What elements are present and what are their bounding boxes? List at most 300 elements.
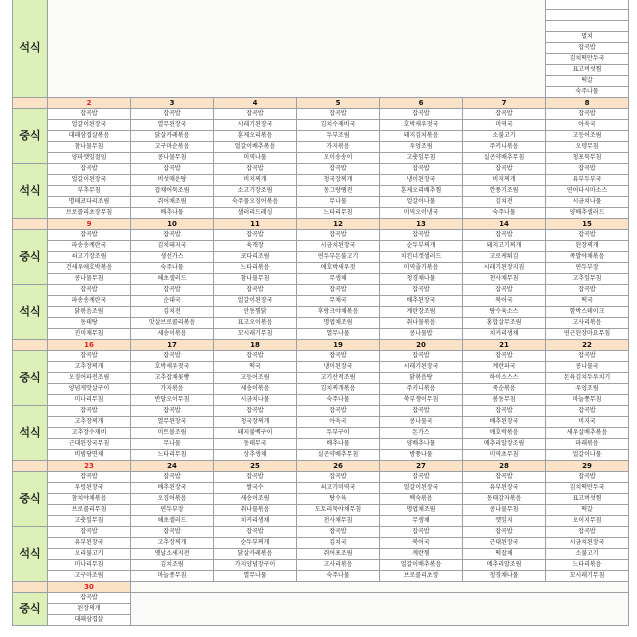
menu-item: 숙주물오징어볶음	[214, 197, 297, 208]
menu-item: 계란찜	[380, 549, 463, 560]
menu-item: 무나물	[131, 439, 214, 450]
menu-item: 잡곡밥	[48, 351, 131, 362]
meal-label-dinner: 석식	[13, 0, 48, 98]
table-row	[13, 318, 629, 329]
menu-item: 고기산적조림	[297, 373, 380, 384]
date-cell: 16	[48, 340, 131, 351]
menu-item: 파래볶음	[546, 439, 629, 450]
menu-item: 세송이볶음	[131, 329, 214, 340]
menu-item: 연근된장마요무침	[546, 329, 629, 340]
menu-item: 파송송계란국	[48, 241, 131, 252]
table-row	[13, 142, 629, 153]
menu-item: 쑥부쟁이무침	[380, 395, 463, 406]
menu-item: 미역초무침	[463, 450, 546, 461]
date-cell: 26	[297, 461, 380, 472]
menu-item: 잡곡밥	[131, 406, 214, 417]
menu-item: 표고버섯찜	[546, 65, 629, 76]
menu-item: 우렁된장국	[48, 483, 131, 494]
menu-item: 잡곡밥	[48, 472, 131, 483]
menu-item: 표고오이볶음	[214, 318, 297, 329]
menu-item: 닭살카레볶음	[214, 549, 297, 560]
meal-label-dinner: 석식	[13, 285, 48, 340]
date-cell: 18	[214, 340, 297, 351]
menu-item: 떡갈	[546, 505, 629, 516]
menu-item: 애호박볶음	[463, 428, 546, 439]
menu-item: 열무된장국	[131, 120, 214, 131]
menu-item: 숙주나물	[463, 208, 546, 219]
menu-item: 잡곡밥	[131, 527, 214, 538]
menu-item: 고등어조림	[214, 373, 297, 384]
menu-item: 고춧잎무침	[48, 516, 131, 527]
menu-item: 소불고기	[463, 131, 546, 142]
table-row	[13, 494, 629, 505]
menu-item: 잡곡밥	[546, 406, 629, 417]
menu-item: 잡곡밥	[463, 527, 546, 538]
menu-item: 돼지김치볶음	[380, 131, 463, 142]
menu-item: 동태감자볶음	[463, 494, 546, 505]
menu-item: 유부두부국	[546, 175, 629, 186]
date-label-blank	[13, 340, 48, 351]
menu-item: 얼갈이배추볶음	[380, 560, 463, 571]
menu-item: 콩나물국	[546, 362, 629, 373]
table-row	[13, 263, 629, 274]
menu-item: 잡곡밥	[546, 527, 629, 538]
menu-item: 고추장찌개	[48, 417, 131, 428]
menu-item: 열무된장국	[131, 417, 214, 428]
menu-item	[546, 0, 629, 10]
menu-item: 브로콜리무침	[48, 505, 131, 516]
menu-item: 방풍나물	[380, 450, 463, 461]
meal-label-lunch: 중식	[13, 109, 48, 164]
menu-item: 잡곡밥	[546, 472, 629, 483]
menu-item: 잡곡밥	[131, 285, 214, 296]
menu-item: 동그랑땡전	[297, 186, 380, 197]
menu-item: 잡곡밥	[546, 43, 629, 54]
date-cell: 11	[214, 219, 297, 230]
menu-item: 느타리볶음	[546, 560, 629, 571]
menu-item: 고추잡채꽃빵	[131, 373, 214, 384]
menu-item	[546, 10, 629, 21]
menu-item: 잡곡밥	[214, 230, 297, 241]
menu-item: 콩나물무침	[131, 153, 214, 164]
menu-item: 진미채무침	[48, 329, 131, 340]
menu-item: 대패삼겹살볶음	[48, 131, 131, 142]
menu-item: 쌀국수	[214, 483, 297, 494]
menu-item: 된장찌개	[48, 604, 131, 615]
menu-item: 안동찜닭	[214, 307, 297, 318]
menu-item: 잡곡밥	[48, 593, 131, 604]
date-cell: 12	[297, 219, 380, 230]
menu-item: 돈가스	[380, 428, 463, 439]
menu-item: 잡곡밥	[380, 406, 463, 417]
menu-item: 새송이조림	[214, 494, 297, 505]
menu-item: 잡채어묵조림	[131, 186, 214, 197]
menu-item: 김치떡만두국	[546, 483, 629, 494]
menu-item: 순두부찌개	[214, 538, 297, 549]
menu-item: 두부조림	[297, 131, 380, 142]
menu-item: 배추된장국	[463, 417, 546, 428]
menu-item: 숙주나물	[546, 87, 629, 98]
menu-item: 세송이볶음	[214, 384, 297, 395]
menu-item: 가지양념장구이	[214, 560, 297, 571]
menu-item: 잡곡밥	[380, 351, 463, 362]
menu-item: 잡곡밥	[380, 230, 463, 241]
menu-item: 오뎅무침	[546, 142, 629, 153]
table-row	[13, 175, 629, 186]
meal-label-dinner: 석식	[13, 406, 48, 461]
menu-item: 청국장찌개	[214, 417, 297, 428]
menu-item: 미나리무침	[48, 560, 131, 571]
date-cell: 27	[380, 461, 463, 472]
menu-item: 오리불고기	[48, 549, 131, 560]
table-row	[13, 230, 629, 241]
menu-item: 시래기된장지짐	[463, 263, 546, 274]
menu-item: 잡곡밥	[131, 164, 214, 175]
menu-item: 참나물무침	[48, 142, 131, 153]
menu-item: 시래기된장국	[380, 362, 463, 373]
menu-item: 잡곡밥	[214, 406, 297, 417]
table-row	[13, 307, 629, 318]
menu-item: 콩나물국	[380, 417, 463, 428]
menu-item: 가지볶음	[131, 384, 214, 395]
menu-item: 잡곡밥	[48, 109, 131, 120]
menu-item: 잡곡밥	[546, 230, 629, 241]
date-cell: 29	[546, 461, 629, 472]
menu-item: 연어다시마소스	[546, 186, 629, 197]
menu-item: 잡곡밥	[214, 527, 297, 538]
menu-item: 백숙볶음	[380, 494, 463, 505]
table-row	[13, 505, 629, 516]
menu-item: 잡곡밥	[380, 527, 463, 538]
menu-item: 잡곡밥	[131, 351, 214, 362]
menu-item: 청포묵무침	[546, 153, 629, 164]
menu-item: 잡곡밥	[463, 164, 546, 175]
menu-item: 잡곡밥	[48, 406, 131, 417]
menu-item: 천사채무침	[297, 516, 380, 527]
menu-item: 잡곡밥	[546, 164, 629, 175]
table-row	[13, 450, 629, 461]
menu-item: 얼갈이된장국	[214, 296, 297, 307]
menu-item: 잡곡밥	[131, 109, 214, 120]
menu-item: 양파깻잎절임	[48, 153, 131, 164]
blank-cell	[131, 593, 629, 626]
menu-item: 잡곡밥	[463, 351, 546, 362]
menu-item: 부추무침	[48, 186, 131, 197]
blank-cell	[48, 0, 546, 98]
menu-item: 미역국	[463, 120, 546, 131]
menu-item: 김치찌개볶음	[297, 384, 380, 395]
blank-cell	[131, 582, 629, 593]
menu-item: 북어국	[380, 538, 463, 549]
table-row	[13, 395, 629, 406]
menu-item: 순대국	[131, 296, 214, 307]
menu-item: 취나물볶음	[380, 318, 463, 329]
menu-item: 계란파국	[463, 362, 546, 373]
menu-item: 소불고기	[546, 549, 629, 560]
table-row	[13, 285, 629, 296]
date-cell: 25	[214, 461, 297, 472]
menu-item: 배추나물	[297, 439, 380, 450]
menu-item: 잡곡밥	[546, 351, 629, 362]
menu-item: 잡곡밥	[297, 527, 380, 538]
date-cell: 13	[380, 219, 463, 230]
menu-item: 시금치나물	[546, 197, 629, 208]
menu-item: 숙주나물	[131, 263, 214, 274]
menu-item: 옛날소세지전	[131, 549, 214, 560]
date-label-blank	[13, 461, 48, 472]
menu-item: 잡곡밥	[214, 109, 297, 120]
menu-item: 우엉조림	[380, 142, 463, 153]
menu-item: 꼬시래기무침	[214, 329, 297, 340]
menu-item: 해초샐러드	[131, 274, 214, 285]
date-cell: 21	[463, 340, 546, 351]
menu-item: 시래기된장국	[214, 120, 297, 131]
menu-item: 고추장수재비	[48, 428, 131, 439]
menu-item: 참나물무침	[214, 274, 297, 285]
menu-item: 잡곡밥	[463, 109, 546, 120]
menu-item: 아욱국	[546, 120, 629, 131]
menu-item: 가지볶음	[297, 142, 380, 153]
menu-item: 봄동무침	[463, 395, 546, 406]
meal-label-lunch: 중식	[13, 593, 48, 626]
date-cell: 4	[214, 98, 297, 109]
menu-item: 비빔당면채	[48, 450, 131, 461]
menu-item: 맛살브로콜리볶음	[131, 318, 214, 329]
menu-item: 함박스테이크	[546, 307, 629, 318]
menu-item: 잡곡밥	[463, 285, 546, 296]
menu-item: 무생채	[380, 516, 463, 527]
date-label-blank	[13, 219, 48, 230]
menu-item: 고추잎무침	[546, 274, 629, 285]
date-cell: 24	[131, 461, 214, 472]
menu-item: 숙주나물	[297, 395, 380, 406]
menu-item: 잡곡밥	[463, 472, 546, 483]
menu-item: 주키니볶음	[463, 142, 546, 153]
menu-item: 콩나물무침	[48, 274, 131, 285]
menu-item: 잡곡밥	[546, 109, 629, 120]
date-cell: 8	[546, 98, 629, 109]
menu-item: 후랑크야채볶음	[297, 307, 380, 318]
menu-item: 잡곡밥	[297, 109, 380, 120]
menu-item: 고추장찌개	[48, 362, 131, 373]
menu-item: 잡곡밥	[131, 472, 214, 483]
menu-item: 김치떡만두국	[546, 54, 629, 65]
menu-item: 느타리무침	[297, 208, 380, 219]
menu-item: 근대된장국	[463, 538, 546, 549]
table-row	[13, 274, 629, 285]
menu-item: 브로콜리초장	[380, 571, 463, 582]
menu-item: 미역나물	[214, 153, 297, 164]
menu-item: 닭볶음조림	[48, 307, 131, 318]
menu-item: 쇠고기미역국	[297, 483, 380, 494]
menu-item: 느타리볶음	[214, 263, 297, 274]
menu-item: 잡곡밥	[214, 164, 297, 175]
table-row	[13, 373, 629, 384]
menu-item: 얼갈이된장국	[48, 175, 131, 186]
menu-item: 청경채나물	[380, 274, 463, 285]
date-cell: 3	[131, 98, 214, 109]
menu-item: 김치전	[131, 307, 214, 318]
menu-item: 김치돼지국	[131, 241, 214, 252]
menu-item: 실곤약배추무침	[463, 153, 546, 164]
menu-item: 취나물볶음	[214, 505, 297, 516]
menu-item: 잡곡밥	[297, 164, 380, 175]
menu-item: 실곤약배추무침	[297, 450, 380, 461]
menu-item: 호박새우젓국	[131, 362, 214, 373]
date-header-row	[13, 461, 629, 472]
meal-label-lunch: 중식	[13, 230, 48, 285]
menu-item: 연두부돈불고기	[297, 252, 380, 263]
date-header-row	[13, 582, 629, 593]
menu-item: 된장찌개	[546, 241, 629, 252]
date-cell: 23	[48, 461, 131, 472]
date-cell: 19	[297, 340, 380, 351]
menu-item: 청국장찌개	[297, 175, 380, 186]
menu-item: 잡곡밥	[214, 472, 297, 483]
menu-item: 치킨너겟샐러드	[380, 252, 463, 263]
date-cell: 30	[48, 582, 131, 593]
table-row	[13, 406, 629, 417]
menu-item: 콩나물무침	[463, 505, 546, 516]
menu-item: 버섯매운탕	[131, 175, 214, 186]
menu-item: 잡곡밥	[48, 527, 131, 538]
meal-label-dinner: 석식	[13, 164, 48, 219]
menu-item: 돈육김치두루치기	[546, 373, 629, 384]
date-cell: 2	[48, 98, 131, 109]
date-cell: 7	[463, 98, 546, 109]
date-label-blank	[13, 98, 48, 109]
menu-item: 하이소스스	[463, 373, 546, 384]
menu-item: 김치수제비국	[297, 120, 380, 131]
menu-item: 잡곡밥	[297, 230, 380, 241]
date-cell: 28	[463, 461, 546, 472]
menu-item: 김치국	[297, 538, 380, 549]
meal-label-lunch: 중식	[13, 351, 48, 406]
menu-item: 참치야채볶음	[48, 494, 131, 505]
date-header-row	[13, 340, 629, 351]
menu-item: 명엽채조림	[297, 318, 380, 329]
menu-item: 쥐어포조림	[297, 549, 380, 560]
menu-item: 잡곡밥	[546, 285, 629, 296]
menu-item: 동태탕	[48, 318, 131, 329]
menu-item: 해초샐러드	[131, 516, 214, 527]
date-cell: 15	[546, 219, 629, 230]
menu-item: 비지찌개	[463, 175, 546, 186]
menu-item: 열무나물	[297, 329, 380, 340]
menu-item: 시금치된장국	[297, 241, 380, 252]
meal-label-lunch: 중식	[13, 472, 48, 527]
table-row	[13, 252, 629, 263]
table-row	[13, 120, 629, 131]
menu-item: 얼갈이나물	[546, 450, 629, 461]
menu-item: 천사채무침	[463, 274, 546, 285]
meal-table-body	[13, 0, 629, 626]
date-cell: 10	[131, 219, 214, 230]
menu-item: 쇠고기장조림	[48, 252, 131, 263]
menu-item: 무나물	[297, 197, 380, 208]
table-row	[13, 153, 629, 164]
menu-item: 배추나물	[131, 208, 214, 219]
menu-item: 죽순볶음	[463, 384, 546, 395]
menu-item: 얼갈이배추볶음	[214, 142, 297, 153]
menu-item: 생선가스	[131, 252, 214, 263]
table-row	[13, 164, 629, 175]
table-row	[13, 131, 629, 142]
table-row	[13, 241, 629, 252]
date-header-row	[13, 98, 629, 109]
table-row	[13, 0, 629, 10]
menu-item: 고구마순볶음	[131, 142, 214, 153]
table-row	[13, 384, 629, 395]
menu-item: 잡곡밥	[297, 406, 380, 417]
table-row	[13, 439, 629, 450]
menu-item: 잡곡밥	[48, 285, 131, 296]
date-cell: 14	[463, 219, 546, 230]
menu-item: 훈제오리볶음	[214, 131, 297, 142]
menu-item: 고로케튀김	[463, 252, 546, 263]
menu-item: 얼갈이나물	[380, 197, 463, 208]
menu-item: 무생채	[297, 274, 380, 285]
menu-item: 연두부장	[546, 263, 629, 274]
menu-item: 잡곡밥	[380, 109, 463, 120]
menu-item: 오징어볶음	[131, 494, 214, 505]
menu-item: 주키니볶음	[380, 384, 463, 395]
menu-item: 육개장	[214, 241, 297, 252]
table-row	[13, 362, 629, 373]
menu-item: 유부된장국	[48, 538, 131, 549]
menu-item: 건새우애호박볶음	[48, 263, 131, 274]
menu-item: 시금치된장국	[546, 538, 629, 549]
menu-item: 청경채나물	[463, 571, 546, 582]
menu-item: 냉이된장국	[297, 362, 380, 373]
menu-item: 떡국	[214, 362, 297, 373]
table-row	[13, 186, 629, 197]
menu-item: 근대된장국무침	[48, 439, 131, 450]
date-cell: 5	[297, 98, 380, 109]
menu-item: 북어국	[463, 296, 546, 307]
menu-item: 표고버섯찜	[546, 494, 629, 505]
table-row	[13, 417, 629, 428]
menu-item: 훈제오리배추찜	[380, 186, 463, 197]
menu-item: 숙주나물	[297, 571, 380, 582]
menu-item: 김치조림	[131, 560, 214, 571]
meal-label-dinner: 석식	[13, 527, 48, 582]
menu-item: 순두부찌개	[380, 241, 463, 252]
menu-item: 닭살카레볶음	[131, 131, 214, 142]
table-row	[13, 516, 629, 527]
menu-item: 얼갈이된장국	[48, 120, 131, 131]
menu-item: 마늘쫑무침	[546, 395, 629, 406]
menu-item: 대패삼겹살	[48, 615, 131, 626]
menu-item: 콩나물밥	[380, 329, 463, 340]
date-cell: 6	[380, 98, 463, 109]
menu-item: 시금치나물	[214, 395, 297, 406]
menu-item: 양념게맛살구이	[48, 384, 131, 395]
table-row	[13, 329, 629, 340]
menu-item: 잡곡밥	[463, 406, 546, 417]
date-cell: 22	[546, 340, 629, 351]
menu-item: 치커리생채	[463, 329, 546, 340]
menu-item: 메추리알장조림	[463, 439, 546, 450]
menu-item: 탕수육소스	[463, 307, 546, 318]
menu-item: 고사리볶음	[546, 318, 629, 329]
menu-item: 멸치	[546, 32, 629, 43]
table-row	[13, 549, 629, 560]
menu-item: 코다리조림	[214, 252, 297, 263]
menu-item: 명태코다리조림	[48, 197, 131, 208]
menu-item: 잡곡밥	[380, 285, 463, 296]
table-row	[13, 527, 629, 538]
